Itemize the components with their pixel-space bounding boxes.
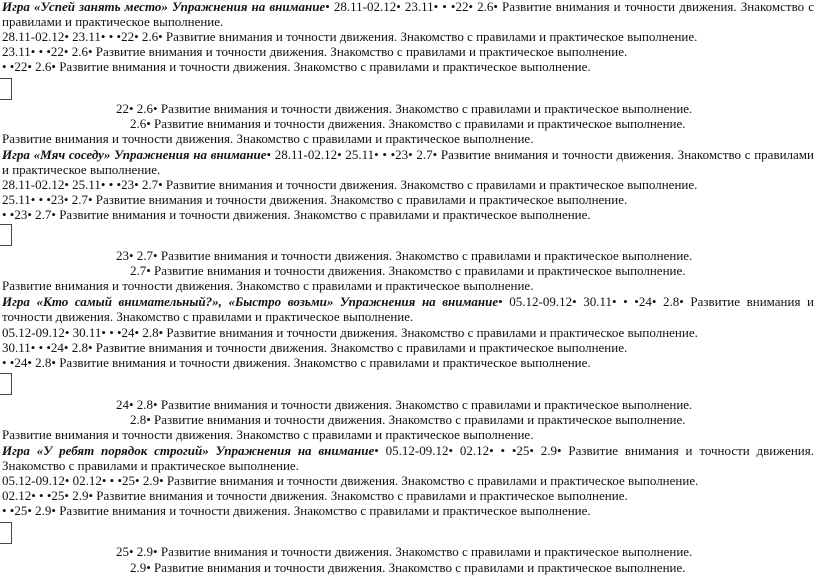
block-2-indent-1: 23• 2.7• Развитие внимания и точности движения. Знакомство с правилами и практическое выполнение. [116, 248, 693, 263]
block-3-indent-2: 2.8• Развитие внимания и точности движения. Знакомство с правилами и практическое выполнение. [130, 412, 686, 427]
block-1-indent-1: 22• 2.6• Развитие внимания и точности движения. Знакомство с правилами и практическое выполнение. [116, 101, 693, 116]
block-1-line-2: 23.11• • •22• 2.6• Развитие внимания и точности движения. Знакомство с правилами и практическое выполнение. [2, 44, 628, 59]
block-4-frame-box [0, 522, 12, 544]
block-1-heading [2, 0, 814, 29]
block-4-indent-1: 25• 2.9• Развитие внимания и точности движения. Знакомство с правилами и практическое выполнение. [116, 544, 693, 559]
block-3-line-3: • •24• 2.8• Развитие внимания и точности движения. Знакомство с правилами и практическое выполнение. [2, 355, 591, 370]
block-3-line-1: 05.12-09.12• 30.11• • •24• 2.8• Развитие внимания и точности движения. Знакомство с правилами и практическое выполнение. [2, 325, 698, 340]
block-2-title: Игра «Мяч соседу» Упражнения на внимание [2, 147, 267, 162]
block-2-heading-rest: • 28.11-02.12• 25.11• • •23• 2.7• Развитие внимания и точности движения. Знакомство с правилами и практическое выполнение. [2, 147, 814, 177]
block-1-tail: Развитие внимания и точности движения. Знакомство с правилами и практическое выполнение. [2, 131, 534, 146]
block-3-heading-rest: • 05.12-09.12• 30.11• • •24• 2.8• Развитие внимания и точности движения. Знакомство с правилами и практическое выполнение. [2, 294, 814, 324]
block-4-line-3: • •25• 2.9• Развитие внимания и точности движения. Знакомство с правилами и практическое выполнение. [2, 503, 591, 518]
block-1-line-1: 28.11-02.12• 23.11• • •22• 2.6• Развитие внимания и точности движения. Знакомство с правилами и практическое выполнение. [2, 29, 698, 44]
block-2-frame-box [0, 224, 12, 246]
block-2-line-2: 25.11• • •23• 2.7• Развитие внимания и точности движения. Знакомство с правилами и практическое выполнение. [2, 192, 628, 207]
block-4-heading [2, 444, 814, 473]
block-3-title: Игра «Кто самый внимательный?», «Быстро возьми» Упражнения на внимание [2, 294, 499, 309]
block-2-line-1: 28.11-02.12• 25.11• • •23• 2.7• Развитие внимания и точности движения. Знакомство с правилами и практическое выполнение. [2, 177, 698, 192]
block-4-line-2: 02.12• • •25• 2.9• Развитие внимания и точности движения. Знакомство с правилами и практическое выполнение. [2, 488, 628, 503]
block-3-tail: Развитие внимания и точности движения. Знакомство с правилами и практическое выполнение. [2, 427, 534, 442]
block-3-indent-1: 24• 2.8• Развитие внимания и точности движения. Знакомство с правилами и практическое выполнение. [116, 397, 693, 412]
block-3-line-2: 30.11• • •24• 2.8• Развитие внимания и точности движения. Знакомство с правилами и практическое выполнение. [2, 340, 628, 355]
block-3-frame-box [0, 373, 12, 395]
block-2-indent-2: 2.7• Развитие внимания и точности движения. Знакомство с правилами и практическое выполнение. [130, 263, 686, 278]
block-4-heading-rest: • 05.12-09.12• 02.12• • •25• 2.9• Развитие внимания и точности движения. Знакомство с правилами и практическое выполнение. [2, 443, 814, 473]
block-2-line-3: • •23• 2.7• Развитие внимания и точности движения. Знакомство с правилами и практическое выполнение. [2, 207, 591, 222]
block-4-title: Игра «У ребят порядок строгий» Упражнения на внимание [2, 443, 375, 458]
block-1-heading-rest: • 28.11-02.12• 23.11• • •22• 2.6• Развитие внимания и точности движения. Знакомство с правилами и практическое выполнение. [2, 0, 815, 29]
block-2-heading [2, 148, 814, 177]
block-4-line-1: 05.12-09.12• 02.12• • •25• 2.9• Развитие внимания и точности движения. Знакомство с правилами и практическое выполнение. [2, 473, 699, 488]
block-4-indent-2: 2.9• Развитие внимания и точности движения. Знакомство с правилами и практическое выполнение. [130, 560, 686, 575]
block-3-heading [2, 295, 814, 324]
block-2-tail: Развитие внимания и точности движения. Знакомство с правилами и практическое выполнение. [2, 278, 534, 293]
block-1-frame-box [0, 78, 12, 100]
block-1-indent-2: 2.6• Развитие внимания и точности движения. Знакомство с правилами и практическое выполнение. [130, 116, 686, 131]
block-1-line-3: • •22• 2.6• Развитие внимания и точности движения. Знакомство с правилами и практическое выполнение. [2, 59, 591, 74]
block-1-title: Игра «Успей занять место» Упражнения на внимание [2, 0, 326, 14]
